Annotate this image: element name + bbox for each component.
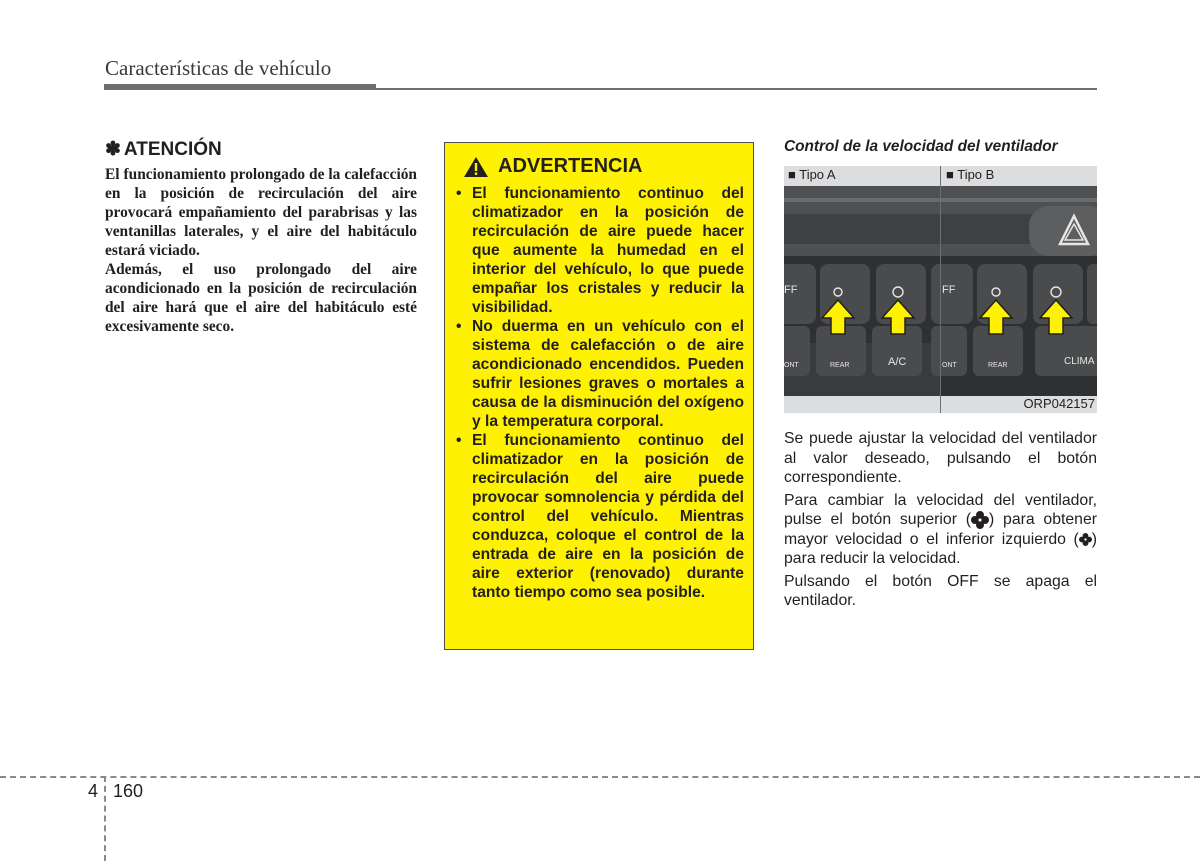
warning-list xyxy=(454,184,744,602)
attention-paragraph-2: Además, el uso prolongado del aire acondicionado en la posición de recirculación del aire hará que el aire del habitáculo esté excesivamente seco. xyxy=(105,261,417,335)
warning-heading xyxy=(454,155,744,178)
header-title: Características de vehículo xyxy=(105,56,332,80)
off-button-label-a: FF xyxy=(784,284,798,296)
figure-code: ORP042157 xyxy=(1023,396,1095,411)
footer-divider xyxy=(104,776,106,861)
fan-paragraph-1: Se puede ajustar la velocidad del ventilador al valor deseado, pulsando el botón correspondiente. xyxy=(784,430,1097,486)
fan-speed-section xyxy=(784,138,1097,611)
fan-low-icon xyxy=(1079,533,1092,546)
front-button-label-a: ONT xyxy=(784,362,799,369)
warning-triangle-icon xyxy=(463,156,489,178)
control-panel-figure xyxy=(784,166,1097,413)
fan-high-icon xyxy=(971,511,989,529)
header-rule-thin xyxy=(376,88,1097,90)
figure-divider xyxy=(940,166,941,413)
attention-section xyxy=(105,138,417,336)
front-button-label-b: ONT xyxy=(942,362,957,369)
chapter-number: 4 xyxy=(88,781,99,801)
type-a-label: ■ Tipo A xyxy=(788,167,836,182)
header-rule-thick xyxy=(104,84,376,90)
ac-button-label: A/C xyxy=(888,356,907,368)
warning-item: • No duerma en un vehículo con el sistema de calefacción o de aire acondicionado encendidos. Pueden sufrir lesiones graves o mortales a causa de la disminución del oxígeno y la temperatura corporal. xyxy=(456,318,744,430)
warning-box xyxy=(444,142,754,650)
type-b-label: ■ Tipo B xyxy=(946,167,995,182)
warning-item: • El funcionamiento continuo del climatizador en la posición de recirculación del aire puede provocar somnolencia y pérdida del control del vehículo. Mientras conduzca, coloque el control de la entrada de aire en la posición de aire exterior (renovado) durante tanto tiempo como sea posible. xyxy=(456,432,744,601)
warning-item: • El funcionamiento continuo del climatizador en la posición de recirculación de aire puede hacer que aumente la humedad en el interior del vehículo, lo que puede empañar los cristales y reducir la visibilidad. xyxy=(456,185,744,316)
clima-button-label: CLIMA xyxy=(1064,356,1095,367)
asterisk-icon: ✽ xyxy=(105,139,121,160)
rear-button-label-a: REAR xyxy=(830,362,850,369)
page-number: 160 xyxy=(113,781,144,801)
off-button-label-b: FF xyxy=(942,284,956,296)
fan-paragraph-3: Pulsando el botón OFF se apaga el ventilador. xyxy=(784,572,1097,609)
warning-title: ADVERTENCIA xyxy=(498,155,643,177)
footer-rule xyxy=(0,776,1200,778)
rear-button-label-b: REAR xyxy=(988,362,1008,369)
attention-title: ATENCIÓN xyxy=(123,139,222,160)
fan-speed-subheading: Control de la velocidad del ventilador xyxy=(784,138,1058,155)
attention-paragraph-1: El funcionamiento prolongado de la calefacción en la posición de recirculación del aire provocará empañamiento del parabrisas y las ventanillas laterales, y el aire del habitáculo estará viciado. xyxy=(105,166,417,259)
attention-heading xyxy=(105,138,417,161)
fan-paragraph-2: Para cambiar la velocidad del ventilador, pulse el botón superior ( ) para obtener mayor velocidad o el inferior izquierdo ( ) para reducir la velocidad. xyxy=(784,491,1097,567)
